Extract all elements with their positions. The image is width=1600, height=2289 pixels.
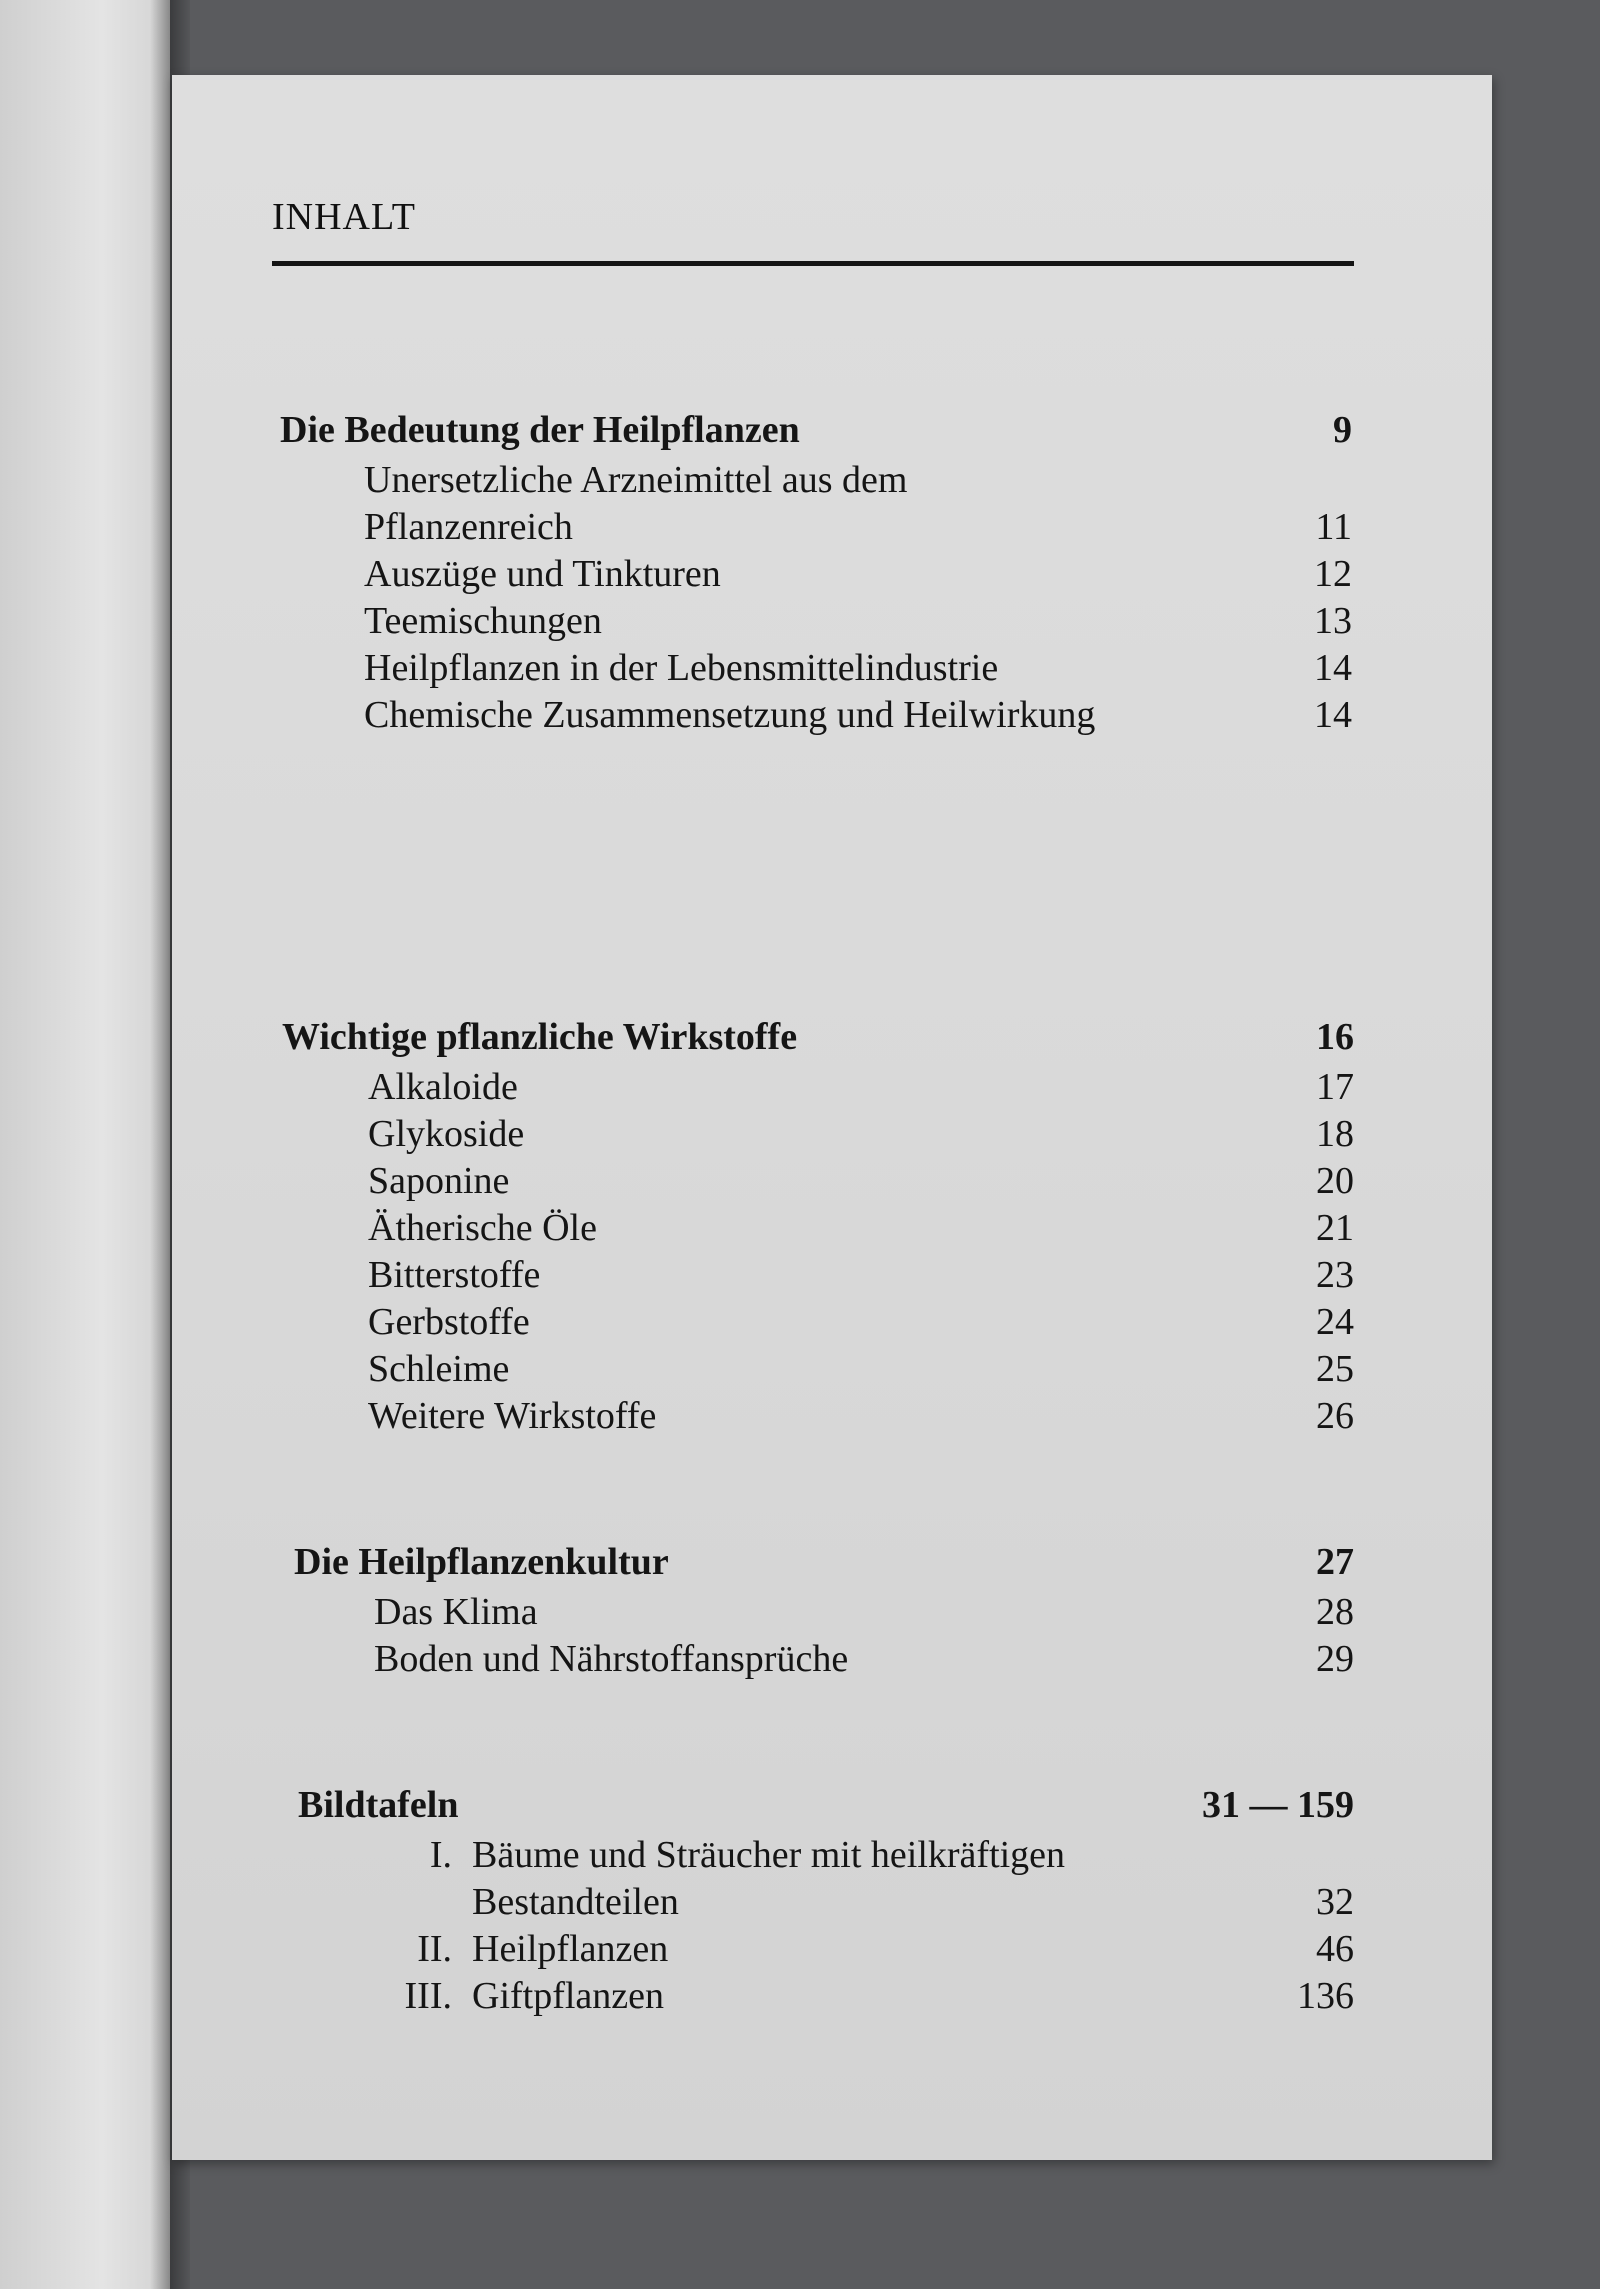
section-page-number: 16 bbox=[1316, 1016, 1354, 1058]
toc-section bbox=[172, 1540, 1492, 1684]
toc-entry bbox=[368, 1347, 1354, 1394]
toc-entry bbox=[364, 505, 1352, 552]
facing-page bbox=[0, 0, 170, 2289]
heading-rule bbox=[272, 261, 1354, 266]
entry-label: Weitere Wirkstoffe bbox=[368, 1395, 657, 1437]
entry-label: Bestandteilen bbox=[472, 1881, 679, 1923]
toc-entry bbox=[382, 1927, 1354, 1974]
toc-entry bbox=[368, 1112, 1354, 1159]
entry-page-number: 32 bbox=[1316, 1881, 1354, 1923]
entry-page-number: 18 bbox=[1316, 1113, 1354, 1155]
entry-numeral: II. bbox=[417, 1928, 452, 1970]
toc-entry bbox=[368, 1253, 1354, 1300]
section-page-number: 31 — 159 bbox=[1202, 1784, 1354, 1826]
entry-page-number: 136 bbox=[1297, 1975, 1354, 2017]
toc-entry bbox=[368, 1065, 1354, 1112]
toc-section-heading bbox=[294, 1540, 1354, 1590]
toc-entry bbox=[368, 1206, 1354, 1253]
section-page-number: 27 bbox=[1316, 1541, 1354, 1583]
page-heading: INHALT bbox=[272, 196, 416, 238]
entry-page-number: 21 bbox=[1316, 1207, 1354, 1249]
section-title: Bildtafeln bbox=[298, 1784, 459, 1826]
book-page bbox=[172, 75, 1492, 2160]
entry-label: Schleime bbox=[368, 1348, 510, 1390]
entry-numeral: I. bbox=[429, 1834, 452, 1876]
entry-page-number: 23 bbox=[1316, 1254, 1354, 1296]
toc-entry bbox=[382, 1974, 1354, 2021]
toc-entry bbox=[374, 1590, 1354, 1637]
toc-entry bbox=[368, 1394, 1354, 1441]
toc-entry bbox=[374, 1637, 1354, 1684]
toc-entry bbox=[364, 458, 1352, 505]
entry-label: Unersetzliche Arzneimittel aus dem bbox=[364, 459, 908, 501]
toc-entry bbox=[382, 1880, 1354, 1927]
entry-page-number: 28 bbox=[1316, 1591, 1354, 1633]
entry-page-number: 20 bbox=[1316, 1160, 1354, 1202]
toc-section-heading bbox=[280, 408, 1352, 458]
toc-section bbox=[172, 1015, 1492, 1441]
entry-label: Giftpflanzen bbox=[472, 1975, 665, 2017]
entry-numeral: III. bbox=[404, 1975, 452, 2017]
toc-entry bbox=[368, 1159, 1354, 1206]
entry-page-number: 12 bbox=[1314, 553, 1352, 595]
entry-page-number: 14 bbox=[1314, 647, 1352, 689]
entry-label: Das Klima bbox=[374, 1591, 538, 1633]
toc-entry bbox=[364, 693, 1352, 740]
entry-label: Saponine bbox=[368, 1160, 510, 1202]
entry-page-number: 26 bbox=[1316, 1395, 1354, 1437]
entry-label: Boden und Nährstoffansprüche bbox=[374, 1638, 849, 1680]
toc-section bbox=[172, 1783, 1492, 2021]
entry-label: Auszüge und Tinkturen bbox=[364, 553, 721, 595]
entry-page-number: 11 bbox=[1315, 506, 1352, 548]
entry-page-number: 14 bbox=[1314, 694, 1352, 736]
entry-label: Ätherische Öle bbox=[368, 1207, 597, 1249]
toc-entry bbox=[382, 1833, 1354, 1880]
entry-page-number: 25 bbox=[1316, 1348, 1354, 1390]
entry-label: Gerbstoffe bbox=[368, 1301, 530, 1343]
toc-entry bbox=[364, 599, 1352, 646]
entry-label: Heilpflanzen bbox=[472, 1928, 669, 1970]
toc-section-heading bbox=[282, 1015, 1354, 1065]
entry-label: Bitterstoffe bbox=[368, 1254, 541, 1296]
entry-label: Bäume und Sträucher mit heilkräftigen bbox=[472, 1834, 1066, 1876]
section-title: Die Bedeutung der Heilpflanzen bbox=[280, 409, 800, 451]
entry-label: Teemischungen bbox=[364, 600, 602, 642]
section-title: Die Heilpflanzenkultur bbox=[294, 1541, 669, 1583]
entry-label: Alkaloide bbox=[368, 1066, 518, 1108]
entry-page-number: 24 bbox=[1316, 1301, 1354, 1343]
entry-page-number: 29 bbox=[1316, 1638, 1354, 1680]
entry-page-number: 46 bbox=[1316, 1928, 1354, 1970]
entry-label: Pflanzenreich bbox=[364, 506, 573, 548]
section-page-number: 9 bbox=[1333, 409, 1352, 451]
toc-entry bbox=[364, 552, 1352, 599]
toc-entry bbox=[368, 1300, 1354, 1347]
entry-label: Glykoside bbox=[368, 1113, 525, 1155]
toc-section bbox=[172, 408, 1492, 740]
entry-page-number: 13 bbox=[1314, 600, 1352, 642]
toc-section-heading bbox=[298, 1783, 1354, 1833]
entry-page-number: 17 bbox=[1316, 1066, 1354, 1108]
entry-label: Chemische Zusammensetzung und Heilwirkung bbox=[364, 694, 1096, 736]
toc-entry bbox=[364, 646, 1352, 693]
entry-label: Heilpflanzen in der Lebensmittelindustrie bbox=[364, 647, 999, 689]
section-title: Wichtige pflanzliche Wirkstoffe bbox=[282, 1016, 798, 1058]
